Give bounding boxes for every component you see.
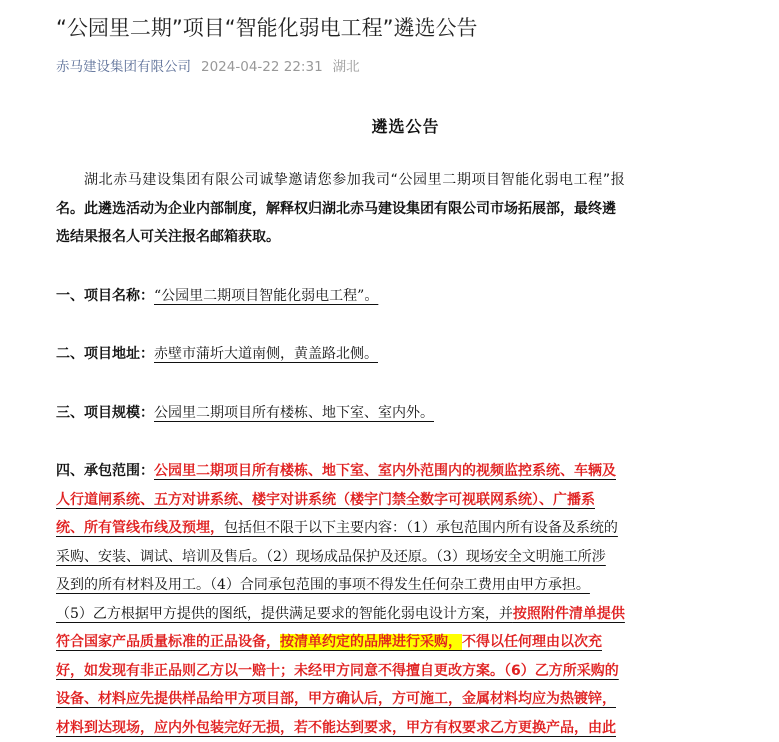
article-meta xyxy=(56,57,360,77)
scope-line-1: 公园里二期项目所有楼栋、地下室、室内外范围内的视频监控系统、车辆及 xyxy=(154,463,616,479)
scope-line-7-red-b: 不得以任何理由以次充 xyxy=(462,634,602,650)
scope-line-3: 包括但不限于以下主要内容：（1）承包范围内所有设备及系统的 xyxy=(224,520,618,536)
item-project-scale-value: 公园里二期项目所有楼栋、地下室、室内外。 xyxy=(154,405,434,421)
intro-line-3: 选结果报名人可关注报名邮箱获取。 xyxy=(56,223,732,252)
scope-line-3-red: 统、所有管线布线及预埋， xyxy=(56,520,224,536)
notice-heading: 遴选公告 xyxy=(0,114,779,137)
scope-line-9: 设备、材料应先提供样品给甲方项目部，甲方确认后，方可施工，金属材料均应为热镀锌， xyxy=(56,685,732,714)
intro-line-2: 名。此遴选活动为企业内部制度，解释权归湖北赤马建设集团有限公司市场拓展部，最终遴 xyxy=(56,195,732,224)
scope-line-10: 材料到达现场，应内外包装完好无损，若不能达到要求，甲方有权要求乙方更换产品，由此 xyxy=(56,714,732,742)
item-project-scale-label: 三、项目规模： xyxy=(56,405,154,421)
intro-line-1: 湖北赤马建设集团有限公司诚挚邀请您参加我司“公园里二期项目智能化弱电工程”报 xyxy=(56,166,732,195)
scope-line-4: 采购、安装、调试、培训及售后。（2）现场成品保护及还原。（3）现场安全文明施工所涉 xyxy=(56,543,732,572)
item-project-address xyxy=(56,340,732,369)
item-contract-scope-label: 四、承包范围： xyxy=(56,463,154,479)
item-project-name-value: “公园里二期项目智能化弱电工程”。 xyxy=(154,288,378,304)
scope-line-2: 人行道闸系统、五方对讲系统、楼宇对讲系统（楼宇门禁全数字可视联网系统）、广播系 xyxy=(56,486,732,515)
item-project-name-label: 一、项目名称： xyxy=(56,288,154,304)
scope-line-6-red: 按照附件清单提供 xyxy=(513,606,625,622)
scope-line-7-red-a: 符合国家产品质量标准的正品设备， xyxy=(56,634,280,650)
publisher-link[interactable]: 赤马建设集团有限公司 xyxy=(56,59,191,75)
scope-line-6: （5）乙方根据甲方提供的图纸，提供满足要求的智能化弱电设计方案，并 xyxy=(56,606,513,622)
item-contract-scope xyxy=(56,457,732,742)
item-project-name xyxy=(56,282,732,311)
article-content xyxy=(56,166,732,742)
item-project-address-label: 二、项目地址： xyxy=(56,346,154,362)
item-project-address-value: 赤壁市蒲圻大道南侧，黄盖路北侧。 xyxy=(154,346,378,362)
scope-line-7-highlight: 按清单约定的品牌进行采购， xyxy=(280,634,462,650)
scope-line-8: 好，如发现有非正品则乙方以一赔十；未经甲方同意不得擅自更改方案。（6）乙方所采购的 xyxy=(56,657,732,686)
scope-line-5: 及到的所有材料及用工。（4）合同承包范围的事项不得发生任何杂工费用由甲方承担。 xyxy=(56,571,732,600)
article-title: “公园里二期”项目“智能化弱电工程”遴选公告 xyxy=(56,12,756,44)
publish-date: 2024-04-22 22:31 xyxy=(201,59,323,75)
publish-location: 湖北 xyxy=(333,59,360,75)
item-project-scale xyxy=(56,399,732,428)
